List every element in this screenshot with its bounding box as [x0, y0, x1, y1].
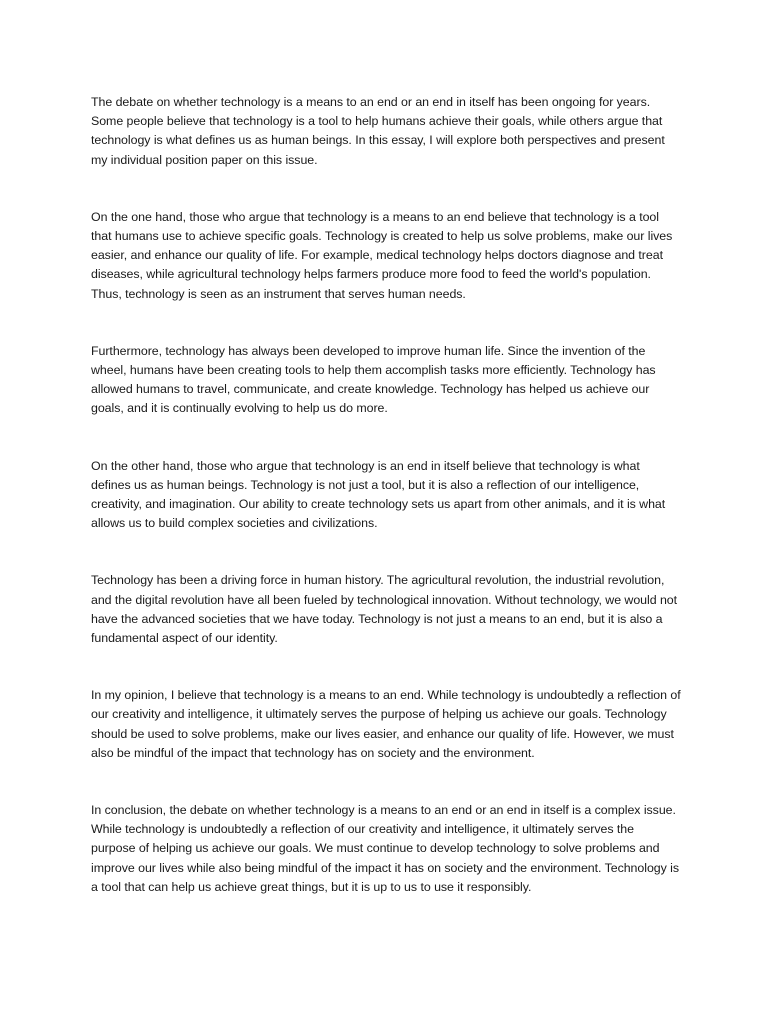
paragraph-end-in-itself: On the other hand, those who argue that technology is an end in itself believe that technology is what defines us as human beings. Technology is not just a tool, but it is also a reflection of our intelligence, creativity, and imagination. Our ability to create technology sets us apart from other animals, and it is what allows us to build complex societies and civilizations. [91, 458, 666, 531]
paragraph-conclusion: In conclusion, the debate on whether technology is a means to an end or an end in itself is a complex issue. While technology is undoubtedly a reflection of our creativity and intelligence, it ultimately serves the purpose of helping us achieve our goals. We must continue to develop technology to solve problems and improve our lives while also being mindful of the impact it has on society and the environment. Technology is a tool that can help us achieve great things, but it is up to us to use it responsibly. [91, 803, 680, 894]
paragraph-means-to-end: On the one hand, those who argue that technology is a means to an end believe that technology is a tool that humans use to achieve specific goals. Technology is created to help us solve problems, make our lives easier, and enhance our quality of life. For example, medical technology helps doctors diagnose and treat diseases, while agricultural technology helps farmers produce more food to feed the world's population. Thus, technology is seen as an instrument that serves human needs. [91, 209, 673, 301]
paragraph-driving-force: Technology has been a driving force in human history. The agricultural revolution, the industrial revolution, and the digital revolution have all been fueled by technological innovation. Without technology, we would not have the advanced societies that we have today. Technology is not just a means to an end, but it is also a fundamental aspect of our identity. [91, 573, 678, 646]
paragraph-furthermore: Furthermore, technology has always been developed to improve human life. Since the invention of the wheel, humans have been creating tools to help them accomplish tasks more efficiently. Technology has allowed humans to travel, communicate, and create knowledge. Technology has helped us achieve our goals, and it is continually evolving to help us do more. [91, 343, 656, 416]
paragraph-opinion: In my opinion, I believe that technology is a means to an end. While technology is undoubtedly a reflection of our creativity and intelligence, it ultimately serves the purpose of helping us achieve our goals. Technology should be used to solve problems, make our lives easier, and enhance our quality of life. However, we must also be mindful of the impact that technology has on society and the environment. [91, 688, 681, 760]
paragraph-introduction: The debate on whether technology is a means to an end or an end in itself has been ongoing for years. Some people believe that technology is a tool to help humans achieve their goals, while others argue that technology is what defines us as human beings. In this essay, I will explore both perspectives and present my individual position paper on this issue. [91, 95, 665, 167]
document-body [91, 93, 681, 897]
